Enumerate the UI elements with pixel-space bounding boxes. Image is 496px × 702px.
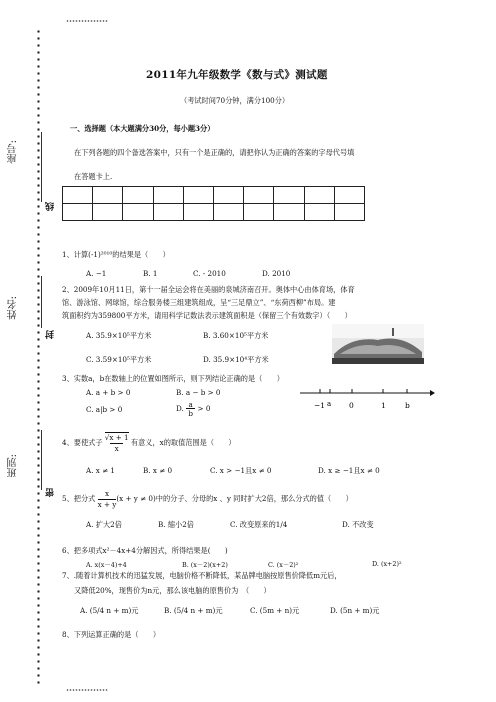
q2-option-d: D. 35.9×10⁴平方米	[203, 355, 269, 364]
answer-cell[interactable]	[93, 187, 123, 204]
q7-option-d: D. (5n + m)元	[330, 606, 380, 615]
q4-option-b: B. x ≠ 0	[143, 466, 173, 475]
q2-option-b: B. 3.60×10⁵平方米	[203, 331, 269, 340]
q7-option-b: B. (5/4 n + m)元	[164, 606, 223, 615]
q1-option-d: D. 2010	[262, 269, 291, 278]
answer-cell[interactable]	[183, 187, 213, 204]
q7-option-c: C. (5m + n)元	[250, 606, 300, 615]
seal-mark-mi: 密	[46, 488, 56, 497]
answer-cell[interactable]	[153, 187, 183, 204]
q2-stem-line-3: 筑面积约为359800平方米，请用科学记数法表示建筑面积是（保留三个有效数字）（ ）	[62, 311, 352, 320]
answer-grid	[62, 186, 365, 221]
answer-cell[interactable]	[123, 204, 153, 221]
answer-grid-row	[63, 187, 365, 204]
stadium-photo	[332, 324, 424, 364]
axis-label-one: 1	[381, 401, 386, 410]
q5-option-a: A. 扩大2倍	[86, 520, 122, 529]
class-line	[41, 430, 42, 490]
q5-option-d: D. 不改变	[342, 520, 374, 529]
q6-option-b: B. (x－2)(x+2)	[182, 561, 228, 569]
q5-stem: 5、把分式 x x + y(x + y ≠ 0)中的分子、分母的x 、y 同时扩大2倍，那么分式的值（ ）	[62, 489, 353, 509]
q7-stem-line-2: 又降低20%，现售价为n元，那么该电脑的原售价为 （ ）	[74, 586, 271, 595]
q4-option-c: C. x > −1且x ≠ 0	[210, 466, 272, 475]
q4-option-a: A. x ≠ 1	[86, 466, 115, 475]
answer-cell[interactable]	[123, 187, 153, 204]
top-dotted-mark	[66, 20, 108, 22]
q3-option-d: D. a b > 0	[176, 400, 211, 418]
answer-cell[interactable]	[334, 187, 364, 204]
answer-cell[interactable]	[63, 204, 93, 221]
answer-cell[interactable]	[153, 204, 183, 221]
q6-option-a: A. x(x－4)+4	[86, 561, 127, 569]
q3-option-b: B. a − b > 0	[176, 388, 221, 397]
answer-cell[interactable]	[304, 204, 334, 221]
q3-option-c: C. a|b > 0	[86, 405, 123, 414]
q7-stem-line-1: 7、.随着计算机技术的迅猛发展，电脑价格不断降低，某品牌电脑按原售价降低m元后，	[62, 571, 342, 580]
axis-label-zero: 0	[349, 401, 354, 410]
q5-option-c: C. 改变原来的1/4	[230, 520, 288, 529]
q6-option-d: D. (x+2)²	[372, 560, 402, 568]
answer-cell[interactable]	[213, 204, 243, 221]
q2-stem-line-2: 馆、游泳馆、网球馆，综合服务楼三组建筑组成，呈“三足鼎立”、“东荷西柳”布局。建	[62, 298, 336, 307]
q1-option-b: B. 1	[143, 269, 158, 278]
seat-number-label: 座号:	[8, 140, 19, 164]
seat-number-line	[41, 132, 42, 202]
q4-stem: 4、要使式子 $\frac{√x + 1}{x}$ 有意义，x的取值范围是（ ）	[62, 433, 236, 453]
answer-grid-row	[63, 204, 365, 221]
number-line	[296, 382, 436, 418]
q3-stem: 3、实数a，b在数轴上的位置如图所示，则下列结论正确的是（ ）	[62, 374, 284, 383]
axis-label-b: b	[405, 401, 410, 410]
answer-cell[interactable]	[244, 187, 274, 204]
seal-mark-line: 线	[46, 202, 56, 211]
answer-cell[interactable]	[213, 187, 243, 204]
answer-cell[interactable]	[334, 204, 364, 221]
answer-cell[interactable]	[274, 187, 304, 204]
binding-dotted-line	[37, 28, 40, 688]
q5-option-b: B. 缩小2倍	[158, 520, 194, 529]
answer-cell[interactable]	[304, 187, 334, 204]
axis-label-a: a	[327, 400, 332, 408]
q1-stem: 1、计算(-1)²⁰¹⁰的结果是（ ）	[62, 250, 170, 259]
q3-option-a: A. a + b > 0	[86, 388, 131, 397]
q4-option-d: D. x ≥ −1且x ≠ 0	[318, 466, 380, 475]
name-line	[41, 276, 42, 328]
q8-stem: 8、下列运算正确的是（ ）	[62, 630, 161, 639]
section-heading: 一、选择题（本大题满分30分，每小题3分）	[70, 124, 215, 133]
answer-cell[interactable]	[274, 204, 304, 221]
q2-stem-line-1: 2、2009年10月11日，第十一届全运会将在美丽的泉城济南召开。奥体中心由体育场，体育	[62, 285, 355, 294]
name-label: 姓名:	[8, 296, 19, 320]
class-label: 班别:	[8, 454, 19, 478]
seal-mark-feng: 封	[46, 330, 56, 339]
q6-stem: 6、把多项式x²－4x+4分解因式，所得结果是( )	[62, 546, 228, 555]
bottom-dotted-mark	[66, 689, 108, 691]
q2-option-c: C. 3.59×10⁵平方米	[86, 355, 152, 364]
answer-cell[interactable]	[183, 204, 213, 221]
answer-cell[interactable]	[93, 204, 123, 221]
q2-option-a: A. 35.9×10⁵平方米	[86, 331, 152, 340]
answer-cell[interactable]	[63, 187, 93, 204]
exam-title: 2011年九年级数学《数与式》测试题	[146, 69, 328, 81]
q7-option-a: A. (5/4 n + m)元	[80, 606, 139, 615]
q6-option-c: C. (x－2)²	[268, 561, 299, 569]
axis-label-neg-one: −1	[314, 401, 326, 410]
exam-subtitle: （考试时间70分钟，满分100分）	[180, 96, 290, 105]
q1-option-c: C. - 2010	[193, 269, 226, 278]
instruction-line-1: 在下列各题的四个备选答案中，只有一个是正确的，请把你认为正确的答案的字母代号填	[74, 148, 355, 157]
instruction-line-2: 在答题卡上.	[74, 172, 113, 181]
answer-cell[interactable]	[244, 204, 274, 221]
q1-option-a: A. −1	[86, 269, 107, 278]
